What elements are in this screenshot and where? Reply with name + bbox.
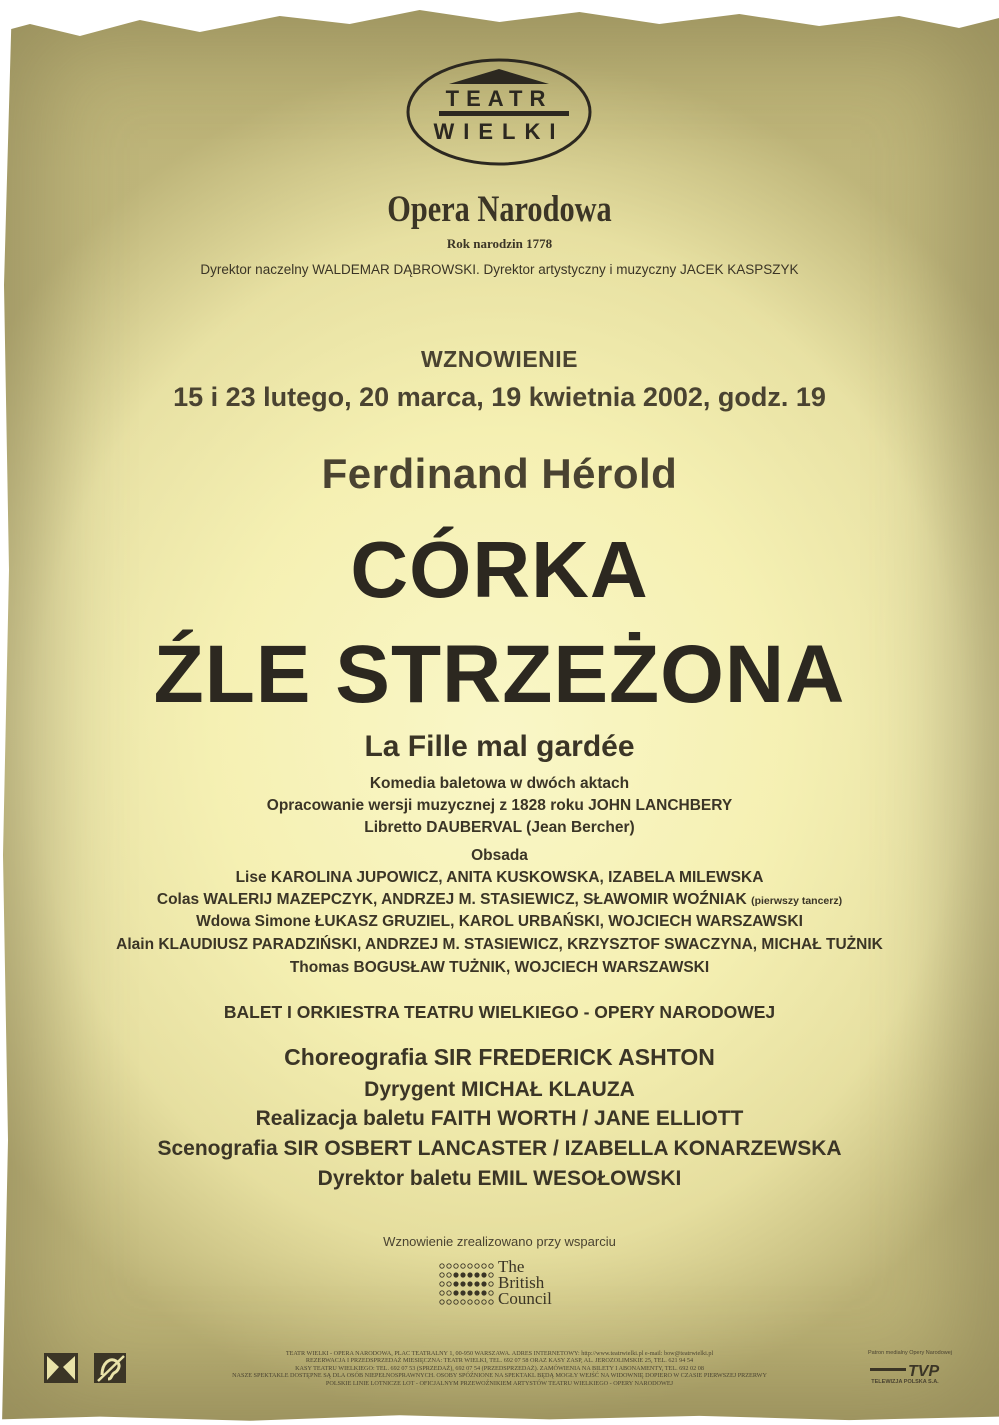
- opera-name: Opera Narodowa: [387, 189, 612, 230]
- bc-line-3: Council: [498, 1289, 552, 1308]
- bc-line-1: The: [498, 1257, 525, 1276]
- credit-scenography: Scenografia SIR OSBERT LANCASTER / IZABELLA KONARZEWSKA: [157, 1137, 842, 1160]
- cast-line-alain: Alain KLAUDIUSZ PARADZIŃSKI, ANDRZEJ M. STASIEWICZ, KRZYSZTOF SWACZYNA, MICHAŁ TUŻNIK: [116, 936, 883, 953]
- british-council-name: [498, 1259, 552, 1307]
- libretto: Libretto DAUBERVAL (Jean Bercher): [364, 819, 635, 836]
- bc-line-2: British: [498, 1273, 545, 1292]
- tvp-logo-icon: [870, 1360, 950, 1380]
- logo-line1: TEATR: [445, 86, 553, 111]
- cast-line-simone: Wdowa Simone ŁUKASZ GRUZIEL, KAROL URBAŃSKI, WOJCIECH WARSZAWSKI: [196, 913, 803, 930]
- credit-conductor: Dyrygent MICHAŁ KLAUZA: [364, 1078, 635, 1101]
- cast-colas-note: (pierwszy tancerz): [751, 895, 843, 907]
- cast-line-colas: [0, 891, 999, 909]
- credit-realization: Realizacja baletu FAITH WORTH / JANE ELLIOTT: [255, 1107, 744, 1130]
- genre: Komedia baletowa w dwóch aktach: [369, 775, 630, 792]
- teatr-wielki-logo: [405, 57, 593, 167]
- wheelchair-access-icon: [44, 1353, 78, 1383]
- credit-choreography: Choreografia SIR FREDERICK ASHTON: [284, 1044, 715, 1070]
- title-line-2: ŹLE STRZEŻONA: [153, 629, 846, 720]
- ensemble: BALET I ORKIESTRA TEATRU WIELKIEGO - OPERY NARODOWEJ: [223, 1002, 776, 1022]
- british-council-dots-icon: [438, 1262, 496, 1308]
- accessibility-icons: [44, 1353, 134, 1385]
- original-title: La Fille mal gardée: [364, 730, 635, 763]
- footer-line-1: TEATR WIELKI - OPERA NARODOWA, PLAC TEATRALNY 1, 00-950 WARSZAWA. ADRES INTERNETOWY: http://www.teatrwielki.pl e-mail: bow@teatrwielki.pl: [285, 1350, 714, 1357]
- svg-text:TVP: TVP: [908, 1363, 940, 1380]
- patron-label: Patron medialny Opery Narodowej: [867, 1350, 953, 1356]
- title-line-1: CÓRKA: [350, 525, 649, 614]
- footer-line-3: KASY TEATRU WIELKIEGO: TEL. 692 07 53 (SPRZEDAŻ), 692 07 54 (PRZEDSPRZEDAŻ). ZAMÓWIENIA NA BILETY I ABONAMENTY, TEL. 692 02 08: [295, 1364, 704, 1372]
- hearing-access-icon: [94, 1353, 126, 1383]
- tvp-label: TELEWIZJA POLSKA S.A.: [871, 1379, 939, 1385]
- support-text: Wznowienie zrealizowano przy wsparciu: [383, 1234, 616, 1249]
- cast-line-lise: Lise KAROLINA JUPOWICZ, ANITA KUSKOWSKA, IZABELA MILEWSKA: [235, 869, 764, 886]
- credit-ballet-director: Dyrektor baletu EMIL WESOŁOWSKI: [317, 1167, 682, 1190]
- footer-line-2: REZERWACJA I PRZEDSPRZEDAŻ MIESIĘCZNA: TEATR WIELKI, TEL. 692 07 58 ORAZ KASY ZASP, AL. JEROZOLIMSKIE 25, TEL. 621 94 54: [305, 1357, 694, 1365]
- event-dates: 15 i 23 lutego, 20 marca, 19 kwietnia 2002, godz. 19: [173, 382, 826, 412]
- event-label: WZNOWIENIE: [420, 346, 579, 372]
- founded-year: Rok narodzin 1778: [446, 236, 553, 251]
- footer-fine-print: [0, 1350, 999, 1387]
- arrangement: Opracowanie wersji muzycznej z 1828 roku JOHN LANCHBERY: [266, 797, 733, 814]
- composer: Ferdinand Hérold: [321, 450, 678, 497]
- cast-heading: Obsada: [471, 847, 528, 864]
- cast-line-thomas: Thomas BOGUSŁAW TUŻNIK, WOJCIECH WARSZAWSKI: [289, 959, 710, 976]
- cast-colas-names: Colas WALERIJ MAZEPCZYK, ANDRZEJ M. STASIEWICZ, SŁAWOMIR WOŹNIAK: [156, 891, 747, 908]
- footer-line-5: POLSKIE LINIE LOTNICZE LOT - OFICJALNYM PRZEWOŹNIKIEM ARTYSTÓW TEATRU WIELKIEGO - OPERY NARODOWEJ: [325, 1379, 674, 1387]
- british-council-logo: [438, 1259, 578, 1313]
- footer-line-4: NASZE SPEKTAKLE DOSTĘPNE SĄ DLA OSÓB NIEPEŁNOSPRAWNYCH. OSOBY SPÓŹNIONE NA SPEKTAKL BĘDĄ MOGŁY WEJŚĆ NA WIDOWNIĘ DOPIERO W CZASIE PIERWSZEJ PRZERWY: [232, 1372, 767, 1380]
- media-patron: [860, 1350, 960, 1390]
- directors-line: Dyrektor naczelny WALDEMAR DĄBROWSKI. Dyrektor artystyczny i muzyczny JACEK KASPSZYK: [200, 262, 799, 277]
- logo-line2: WIELKI: [433, 119, 565, 144]
